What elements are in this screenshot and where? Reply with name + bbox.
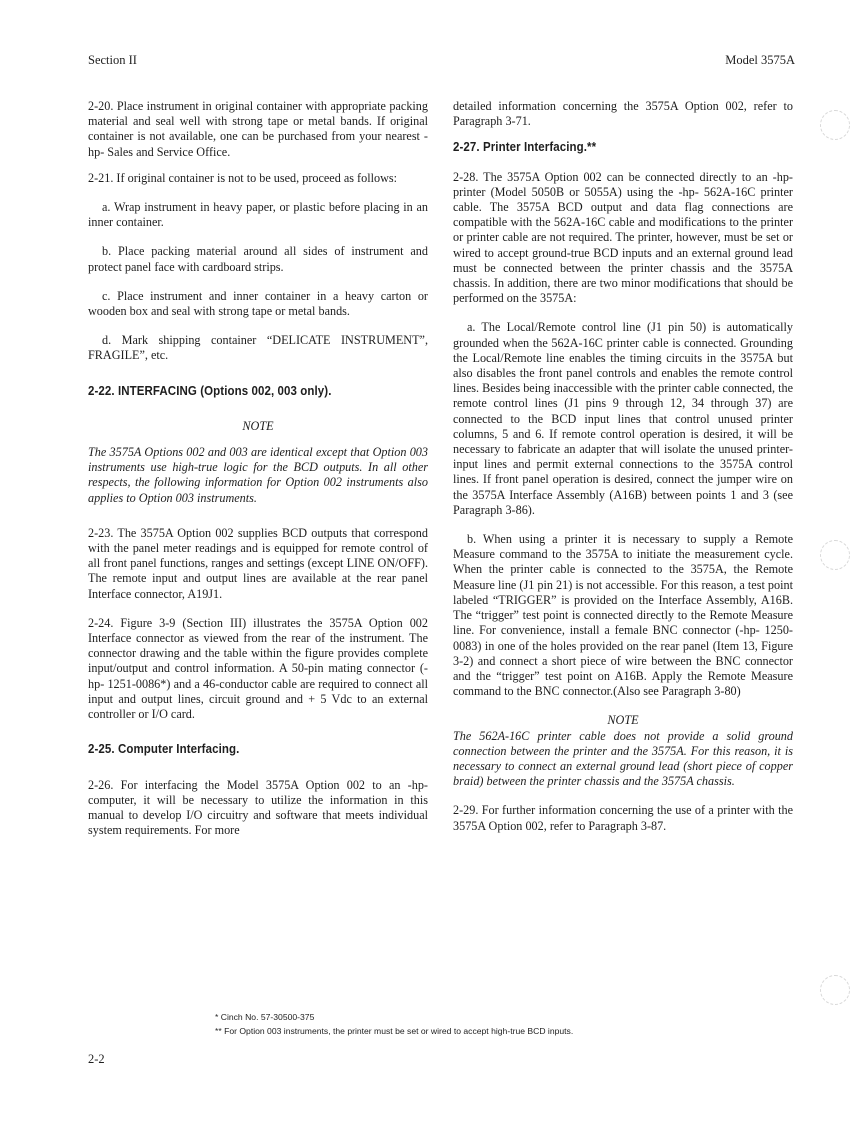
note-title-right: NOTE — [607, 713, 639, 728]
paragraph-2-24: 2-24. Figure 3-9 (Section III) illustrates the 3575A Option 002 Interface connector as viewed from the rear of the instrument. The connector drawing and the table within the figure provides complete input/output and control information. A 50-pin mating connector (-hp- 1251-0086*) and a 46-conductor cable are required to connect all input and output lines, circuit ground and + 5 Vdc to an external controller or I/O card. — [88, 615, 428, 722]
footnote-option-003: ** For Option 003 instruments, the printer must be set or wired to accept high-true BCD inputs. — [215, 1026, 574, 1036]
binder-hole-bottom — [820, 975, 850, 1005]
step-a: a. Wrap instrument in heavy paper, or plastic before placing in an inner container. — [88, 200, 428, 230]
paragraph-2-21: 2-21. If original container is not to be used, proceed as follows: — [88, 170, 398, 185]
step-b: b. Place packing material around all sides of instrument and protect panel face with cardboard strips. — [88, 244, 428, 274]
footnote-cinch: * Cinch No. 57-30500-375 — [215, 1012, 315, 1022]
note-text-right: The 562A-16C printer cable does not provide a solid ground connection between the printer and the 3575A. For this reason, it is necessary to connect an external ground lead (short piece of copper braid) between the printer chassis and the 3575A chassis. — [453, 728, 793, 789]
note-title: NOTE — [242, 418, 274, 433]
paragraph-continuation: detailed information concerning the 3575A Option 002, refer to Paragraph 3-71. — [453, 99, 793, 129]
paragraph-2-20: 2-20. Place instrument in original container with appropriate packing material and seal well with strong tape or metal bands. If original container is not available, one can be purchased from your nearest -hp- Sales and Service Office. — [88, 99, 428, 159]
heading-printer-interfacing: 2-27. Printer Interfacing.** — [453, 140, 597, 155]
binder-hole-middle — [820, 540, 850, 570]
footnotes — [215, 1010, 573, 1038]
heading-computer-interfacing: 2-25. Computer Interfacing. — [88, 742, 240, 757]
model-label: Model 3575A — [725, 53, 795, 67]
step-c: c. Place instrument and inner container in a heavy carton or wooden box and seal with strong tape or metal bands. — [88, 288, 428, 319]
item-b: b. When using a printer it is necessary to supply a Remote Measure command to the 3575A to initiate the measurement cycle. When the printer cable is connected to the 3575A, the Remote Measure line (J1 pin 21) is not accessible. For this reason, a test point labeled “TRIGGER” is provided on the Interface Assembly, A16B. The “trigger” test point is connected directly to the Remote Measure line. For convenience, install a female BNC connector (-hp- 1250-0083) in one of the holes provided on the rear panel (Item 13, Figure 3-2) and connect a short piece of wire between the BNC connector and the “trigger” test point on A16B. Apply the Remote Measure command to the BNC connector.(Also see Paragraph 3-80) — [453, 532, 793, 699]
item-a: a. The Local/Remote control line (J1 pin 50) is automatically grounded when the 562A-16C printer cable is connected. Grounding the Local/Remote line enables the timing circuits in the 3575A but also disables the front panel controls and enables the remote control lines. Besides being inaccessible with the printer cable connected, the remote control lines (J1 pins 9 through 12, 34 through 37) are connected to the BCD input lines that control unused printer columns, 5 and 6. If remote control operation is desired, it will be necessary to fabricate an adapter that will isolate the unused printer-input lines and permit external connections to the 3575A control lines. If front panel operation is desired, connect the jumper wire on the 3575A Interface Assembly (A16B) between points 1 and 3 (see Paragraph 3-86). — [453, 320, 793, 517]
heading-interfacing: 2-22. INTERFACING (Options 002, 003 only). — [88, 383, 332, 398]
right-column — [453, 99, 793, 834]
step-d: d. Mark shipping container “DELICATE INSTRUMENT”, FRAGILE”, etc. — [88, 333, 428, 363]
left-column — [88, 99, 428, 838]
page-number: 2-2 — [88, 1052, 105, 1066]
paragraph-2-23: 2-23. The 3575A Option 002 supplies BCD outputs that correspond with the panel meter readings and is equipped for remote control of all front panel functions, ranges and settings (except LINE ON/OFF). The remote input and output lines are available at the rear panel Interface connector, A19J1. — [88, 525, 428, 601]
paragraph-2-28: 2-28. The 3575A Option 002 can be connected directly to an -hp- printer (Model 5050B or 5055A) using the -hp- 562A-16C printer cable. The 3575A BCD output and data flag connections are compatible with the 562A-16C cable and modifications to the printer or printer cable are not required. The printer, however, must be set or wired to accept ground-true BCD inputs and an external ground lead must be connected between the printer chassis and the 3575A chassis. In addition, there are two minor modifications that should be performed on the 3575A: — [453, 169, 793, 306]
paragraph-2-29: 2-29. For further information concerning the use of a printer with the 3575A Option 002, refer to Paragraph 3-87. — [453, 803, 793, 833]
note-text: The 3575A Options 002 and 003 are identical except that Option 003 instruments use high-true logic for the BCD outputs. In all other respects, the following information for Option 002 instruments also applies to Option 003 instruments. — [88, 445, 428, 505]
binder-hole-top — [820, 110, 850, 140]
paragraph-2-26: 2-26. For interfacing the Model 3575A Option 002 to an -hp- computer, it will be necessary to utilize the information in this manual to develop I/O circuitry and software that meets individual system requirements. For more — [88, 777, 428, 838]
section-label: Section II — [88, 53, 137, 67]
